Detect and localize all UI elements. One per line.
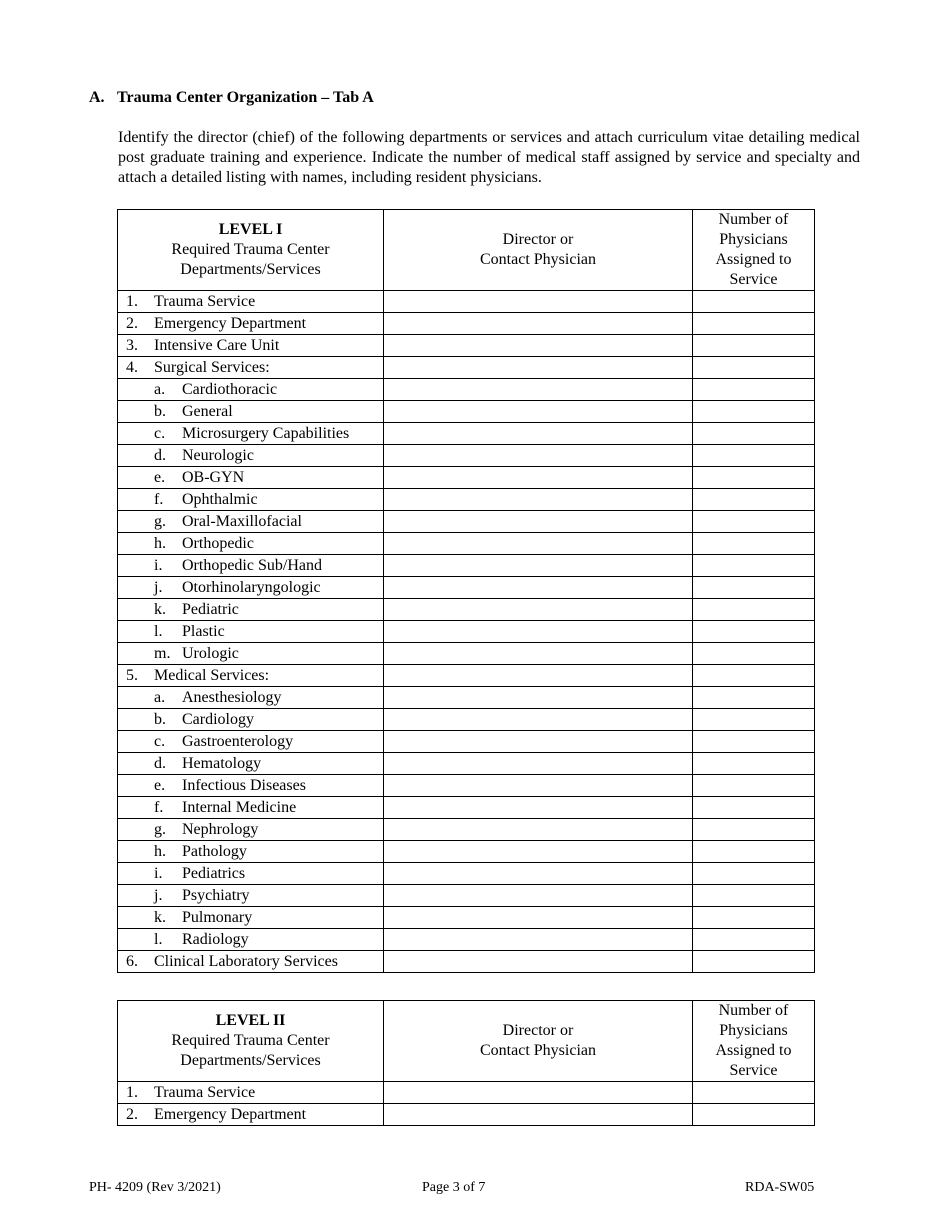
service-cell [118,555,384,577]
service-cell [118,401,384,423]
service-cell [118,335,384,357]
service-cell [118,577,384,599]
item-number: a. [154,689,166,706]
physician-count-cell[interactable] [693,467,815,489]
service-cell [118,841,384,863]
table-row [118,687,815,709]
director-cell[interactable] [384,577,693,599]
table-row [118,709,815,731]
number-column-header [693,1001,815,1082]
physician-count-cell[interactable] [693,291,815,313]
director-cell[interactable] [384,467,693,489]
director-cell[interactable] [384,687,693,709]
service-cell [118,753,384,775]
item-number: h. [154,843,166,860]
service-cell [118,489,384,511]
item-label: Infectious Diseases [182,777,306,794]
physician-count-cell[interactable] [693,687,815,709]
director-header-line1: Director or [502,231,574,248]
number-header-line4: Service [729,1062,778,1079]
service-cell [118,643,384,665]
item-label: Oral-Maxillofacial [182,513,302,530]
director-cell[interactable] [384,643,693,665]
item-number: 6. [126,953,138,970]
level-title: LEVEL I [218,221,283,238]
item-number: 4. [126,359,138,376]
physician-count-cell[interactable] [693,379,815,401]
item-number: f. [154,799,164,816]
number-header-line3: Assigned to [715,251,792,268]
item-label: Psychiatry [182,887,250,904]
item-number: d. [154,447,166,464]
service-cell [118,731,384,753]
service-cell [118,1082,384,1104]
table-row [118,621,815,643]
item-number: c. [154,733,166,750]
director-cell[interactable] [384,819,693,841]
physician-count-cell[interactable] [693,1082,815,1104]
item-label: Trauma Service [154,293,256,310]
physician-count-cell[interactable] [693,577,815,599]
services-header-line2: Departments/Services [180,1052,321,1069]
table-row [118,797,815,819]
item-label: Medical Services: [154,667,270,684]
director-header-line2: Contact Physician [480,1042,596,1059]
service-cell [118,511,384,533]
table-row [118,951,815,973]
item-number: j. [154,887,163,904]
physician-count-cell[interactable] [693,951,815,973]
item-label: Orthopedic Sub/Hand [182,557,322,574]
physician-count-cell[interactable] [693,775,815,797]
item-label: Emergency Department [154,315,307,332]
table-row [118,775,815,797]
director-column-header [384,210,693,291]
table-row [118,357,815,379]
item-label: Clinical Laboratory Services [154,953,338,970]
item-number: 1. [126,1084,138,1101]
item-number: h. [154,535,166,552]
item-number: l. [154,931,163,948]
physician-count-cell[interactable] [693,643,815,665]
item-number: g. [154,513,166,530]
item-number: 1. [126,293,138,310]
item-number: i. [154,865,163,882]
item-label: Anesthesiology [182,689,282,706]
physician-count-cell[interactable] [693,555,815,577]
table-row [118,929,815,951]
section-letter: A. [89,89,105,106]
director-cell[interactable] [384,379,693,401]
physician-count-cell[interactable] [693,929,815,951]
physician-count-cell[interactable] [693,863,815,885]
director-cell[interactable] [384,291,693,313]
item-number: 2. [126,1106,138,1123]
level-1-rows [118,291,815,973]
item-number: a. [154,381,166,398]
service-cell [118,687,384,709]
service-cell [118,533,384,555]
director-cell[interactable] [384,533,693,555]
director-cell[interactable] [384,511,693,533]
footer-form-id: PH- 4209 (Rev 3/2021) [89,1180,221,1195]
table-row [118,489,815,511]
service-cell [118,313,384,335]
table-row [118,753,815,775]
number-column-header [693,210,815,291]
item-label: Pediatric [182,601,239,618]
director-cell[interactable] [384,335,693,357]
service-cell [118,445,384,467]
director-cell[interactable] [384,863,693,885]
table-row [118,841,815,863]
service-cell [118,599,384,621]
number-header-line1: Number of [718,211,789,228]
item-number: i. [154,557,163,574]
item-number: k. [154,909,166,926]
director-cell[interactable] [384,797,693,819]
director-cell[interactable] [384,313,693,335]
item-label: Gastroenterology [182,733,294,750]
table-row [118,423,815,445]
table-row [118,885,815,907]
director-cell[interactable] [384,1104,693,1126]
table-row [118,665,815,687]
table-row [118,1104,815,1126]
physician-count-cell[interactable] [693,841,815,863]
item-label: Neurologic [182,447,254,464]
director-cell[interactable] [384,907,693,929]
table-row [118,379,815,401]
physician-count-cell[interactable] [693,819,815,841]
item-number: 5. [126,667,138,684]
table-row [118,819,815,841]
table-row [118,599,815,621]
director-cell[interactable] [384,401,693,423]
services-column-header [118,1001,384,1082]
physician-count-cell[interactable] [693,621,815,643]
physician-count-cell[interactable] [693,797,815,819]
item-number: c. [154,425,166,442]
level-title: LEVEL II [215,1012,286,1029]
item-label: Plastic [182,623,225,640]
table-row [118,907,815,929]
director-cell[interactable] [384,885,693,907]
service-cell [118,951,384,973]
director-cell[interactable] [384,951,693,973]
item-label: Cardiology [182,711,254,728]
item-label: Cardiothoracic [182,381,278,398]
physician-count-cell[interactable] [693,753,815,775]
physician-count-cell[interactable] [693,1104,815,1126]
physician-count-cell[interactable] [693,313,815,335]
item-label: Surgical Services: [154,359,270,376]
item-label: Internal Medicine [182,799,297,816]
item-label: Pulmonary [182,909,253,926]
service-cell [118,819,384,841]
director-cell[interactable] [384,555,693,577]
director-header-line1: Director or [502,1022,574,1039]
item-label: Nephrology [182,821,259,838]
service-cell [118,379,384,401]
table-row [118,643,815,665]
physician-count-cell[interactable] [693,423,815,445]
item-label: Intensive Care Unit [154,337,280,354]
services-header-line1: Required Trauma Center [171,1032,330,1049]
services-column-header [118,210,384,291]
section-title: Trauma Center Organization – Tab A [117,89,374,106]
item-label: Radiology [182,931,249,948]
physician-count-cell[interactable] [693,511,815,533]
director-header-line2: Contact Physician [480,251,596,268]
item-label: OB-GYN [182,469,245,486]
physician-count-cell[interactable] [693,489,815,511]
director-cell[interactable] [384,709,693,731]
level-2-table [117,1000,815,1126]
physician-count-cell[interactable] [693,907,815,929]
number-header-line2: Physicians [719,1022,788,1039]
item-number: j. [154,579,163,596]
item-label: Microsurgery Capabilities [182,425,350,442]
item-number: d. [154,755,166,772]
item-label: Otorhinolaryngologic [182,579,321,596]
service-cell [118,885,384,907]
level-1-header-row [118,210,815,291]
physician-count-cell[interactable] [693,885,815,907]
item-number: m. [154,645,171,662]
table-row [118,555,815,577]
item-label: Pediatrics [182,865,246,882]
physician-count-cell[interactable] [693,401,815,423]
table-row [118,533,815,555]
item-number: e. [154,777,166,794]
director-column-header [384,1001,693,1082]
physician-count-cell[interactable] [693,533,815,555]
table-row [118,313,815,335]
services-header-line1: Required Trauma Center [171,241,330,258]
item-number: f. [154,491,164,508]
item-label: Emergency Department [154,1106,307,1123]
director-cell[interactable] [384,929,693,951]
footer-code: RDA-SW05 [745,1180,815,1195]
service-cell [118,929,384,951]
item-label: Trauma Service [154,1084,256,1101]
level-2-header-row [118,1001,815,1082]
physician-count-cell[interactable] [693,709,815,731]
service-cell [118,291,384,313]
item-number: b. [154,711,166,728]
item-label: General [182,403,233,420]
service-cell [118,423,384,445]
service-cell [118,621,384,643]
director-cell[interactable] [384,445,693,467]
table-row [118,335,815,357]
item-number: b. [154,403,166,420]
service-cell [118,907,384,929]
table-row [118,577,815,599]
director-cell[interactable] [384,621,693,643]
director-cell[interactable] [384,599,693,621]
item-number: g. [154,821,166,838]
service-cell [118,775,384,797]
service-cell [118,357,384,379]
intro-paragraph: Identify the director (chief) of the following departments or services and attach curriculum vitae detailing medical post graduate training and experience. Indicate the number of medical staff assigned by service and specialty and attach a detailed listing with names, including resident physicians. [118,129,860,186]
section-heading [89,89,374,107]
director-cell[interactable] [384,489,693,511]
number-header-line1: Number of [718,1002,789,1019]
item-label: Urologic [182,645,239,662]
table-row [118,401,815,423]
level-2-rows [118,1082,815,1126]
item-label: Orthopedic [182,535,254,552]
item-number: 2. [126,315,138,332]
director-cell[interactable] [384,357,693,379]
item-number: 3. [126,337,138,354]
service-cell [118,863,384,885]
physician-count-cell[interactable] [693,445,815,467]
item-label: Hematology [182,755,262,772]
director-cell[interactable] [384,841,693,863]
table-row [118,863,815,885]
service-cell [118,665,384,687]
physician-count-cell[interactable] [693,665,815,687]
physician-count-cell[interactable] [693,335,815,357]
physician-count-cell[interactable] [693,357,815,379]
service-cell [118,467,384,489]
item-label: Pathology [182,843,247,860]
table-row [118,291,815,313]
table-row [118,511,815,533]
item-label: Ophthalmic [182,491,258,508]
number-header-line4: Service [729,271,778,288]
table-row [118,467,815,489]
item-number: l. [154,623,163,640]
services-header-line2: Departments/Services [180,261,321,278]
number-header-line3: Assigned to [715,1042,792,1059]
director-cell[interactable] [384,775,693,797]
service-cell [118,709,384,731]
physician-count-cell[interactable] [693,599,815,621]
service-cell [118,797,384,819]
director-cell[interactable] [384,665,693,687]
number-header-line2: Physicians [719,231,788,248]
physician-count-cell[interactable] [693,731,815,753]
director-cell[interactable] [384,753,693,775]
director-cell[interactable] [384,1082,693,1104]
footer-page-number: Page 3 of 7 [422,1180,486,1195]
item-number: k. [154,601,166,618]
service-cell [118,1104,384,1126]
director-cell[interactable] [384,731,693,753]
table-row [118,445,815,467]
item-number: e. [154,469,166,486]
level-1-table [117,209,815,973]
table-row [118,1082,815,1104]
table-row [118,731,815,753]
director-cell[interactable] [384,423,693,445]
